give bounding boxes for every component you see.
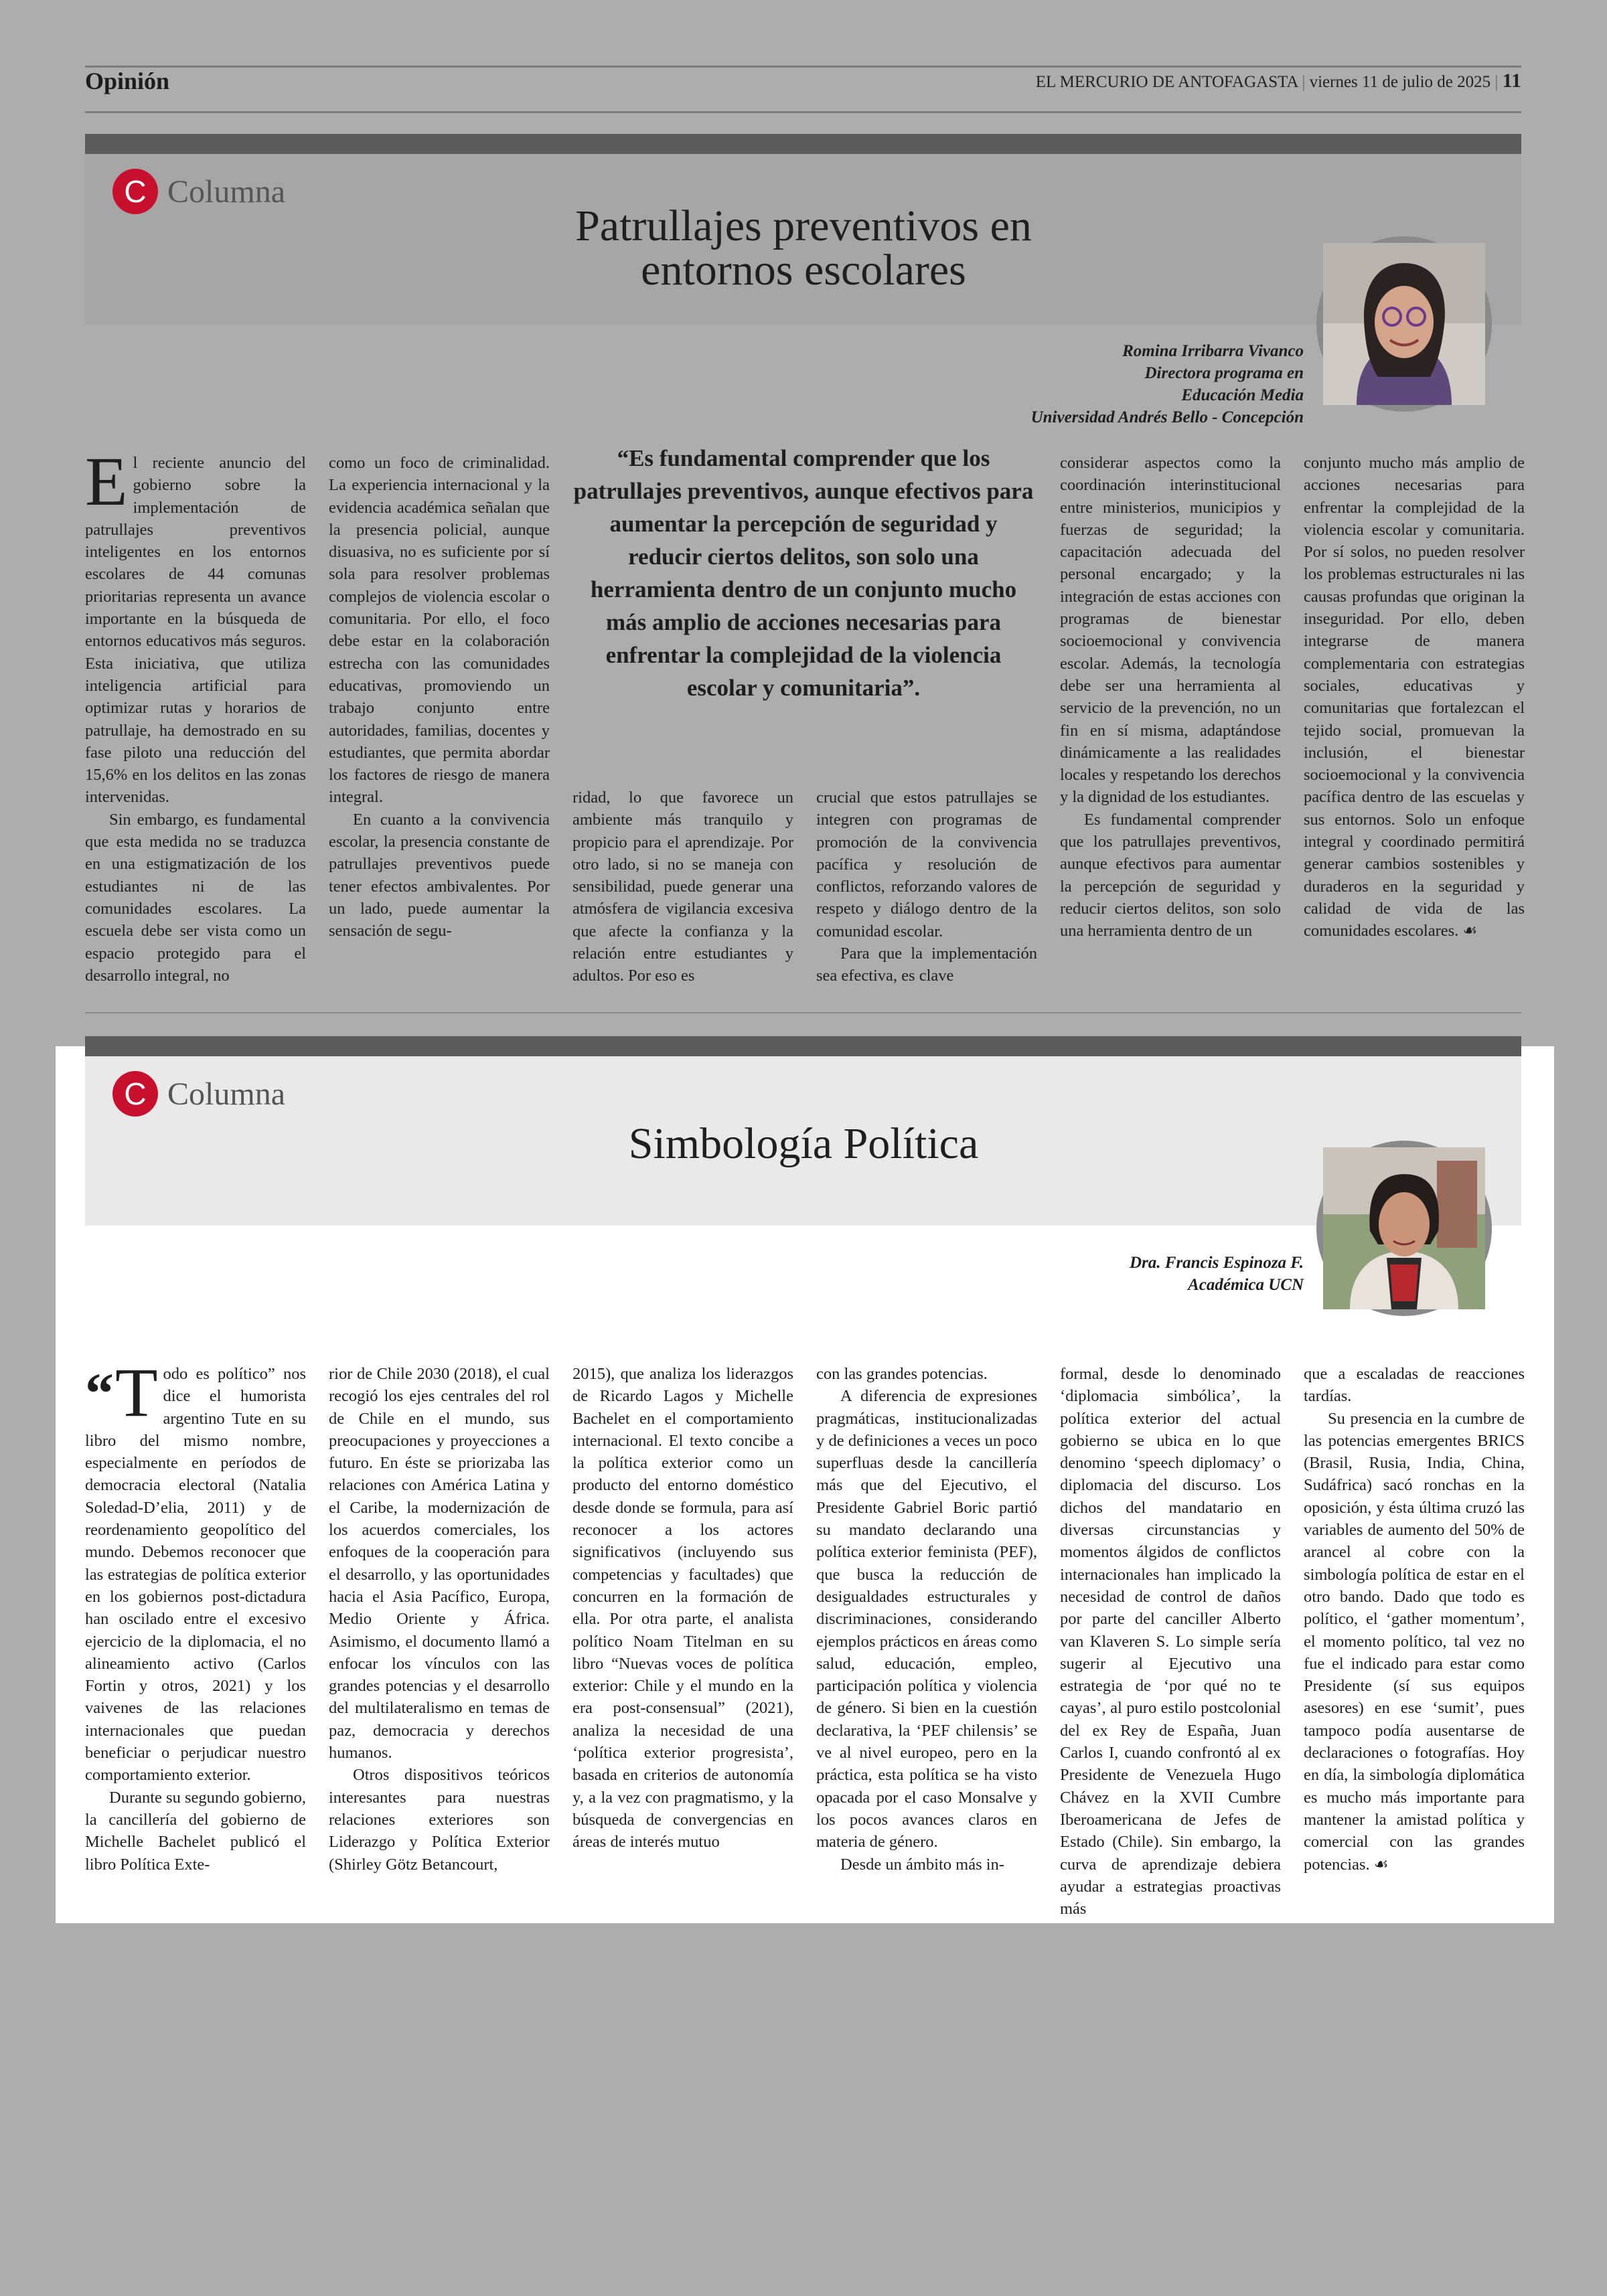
article-column-6 [1304,1363,1525,1905]
masthead: EL MERCURIO DE ANTOFAGASTA | viernes 11 de julio de 2025 | 11 [1035,70,1521,92]
drop-cap: E [85,443,128,520]
article-separator [85,1012,1521,1013]
paragraph: Otros dispositivos teóricos interesantes para nuestras relaciones exteriores son Liderazgo y Política Exterior (Shirley Götz Betancourt, [329,1766,550,1874]
author-portrait-icon [1323,243,1485,405]
paragraph: Desde un ámbito más in- [840,1855,1004,1874]
issue-date: viernes 11 de julio de 2025 [1309,73,1491,91]
column-top-bar [85,134,1521,154]
article-column-2 [329,452,550,987]
drop-cap: T [115,1354,158,1431]
pull-quote: “Es fundamental comprender que los patrullajes preventivos, aunque efectivos para aumentar la percepción de seguridad y reducir ciertos delitos, son solo una herramienta dentro de un conjunto mucho más amplio de acciones necesarias para enfrentar la complejidad de la violencia escolar y comunitaria”. [573,445,1034,701]
paper-name: EL MERCURIO DE ANTOFAGASTA [1035,73,1298,91]
paragraph: ridad, lo que favorece un ambiente más tranquilo y propicio para el aprendizaje. Por otro lado, si no se maneja con sensibilidad, puede generar una atmósfera de vigilancia excesiva que afecte la confianza y la relación entre estudiantes y adultos. Por eso es [572,789,793,985]
author-photo [1316,1141,1492,1316]
quote-mark-icon: “ [85,1361,114,1425]
paragraph: rior de Chile 2030 (2018), el cual recogió los ejes centrales del rol de Chile en el mundo, sus preocupaciones y proyecciones a futuro. En éste se priorizaba las relaciones con América Latina y el Caribe, la modernización de los acuerdos comerciales, los enfoques de la cooperación para el desarrollo, y las oportunidades hacia el Asia Pacífico, Europa, Medio Oriente y África. Asimismo, el documento llamó a enfocar los vínculos con las grandes potencias y el desarrollo del multilateralismo en temas de paz, democracia y derechos humanos. [329,1365,550,1762]
article-column-1 [85,443,306,987]
article-column-3 [572,787,793,987]
paragraph: odo es político” nos dice el humorista argentino Tute en su libro del mismo nombre, especialmente en períodos de democracia electoral (Natalia Soledad-D’elia, 2011) y de reordenamiento geopolítico del mundo. Debemos reconocer que las estrategias de política exterior en los gobiernos post-dictadura han oscilado entre el excesivo ejercicio de la diplomacia, el no alineamiento activo (Carlos Fortin y otros, 2021) y los vaivenes de las relaciones internacionales que puedan beneficiar o perjudicar nuestro comportamiento exterior. [85,1365,306,1785]
author-name: Romina Irribarra Vivanco [1122,342,1304,360]
header-rule-top [85,66,1521,68]
paragraph: Sin embargo, es fundamental que esta medida no se traduzca en una estigmatización de los estudiantes ni de las comunidades escolares. La escuela debe ser vista como un espacio protegido para el desarrollo integral, no [85,810,306,985]
column-label: Columna [167,1076,285,1112]
paragraph: Su presencia en la cumbre de las potencias emergentes BRICS (Brasil, Rusia, India, China, Sudáfrica) sacó ronchas en la oposición, y ésta última cruzó las variables de aumento del 50% de arancel al cobre con la simbología política de estar en el otro bando. Dado que todo es político, el ‘gather momentum’, el momento político, tal vez no fue el indicado para estar como Presidente (sí sus equipos asesores) en ese ‘sumit’, pues tampoco podía ausentarse de declaraciones o fotografías. Hoy en día, la simbología diplomática es mucho más importante para mantener la amistad política y comercial con las grandes potencias. ☙ [1304,1409,1525,1874]
article-column-5 [1060,1363,1281,1918]
article-title [335,201,1272,295]
author-name: Dra. Francis Espinoza F. [1129,1254,1304,1272]
author-institution: Universidad Andrés Bello - Concepción [1030,408,1304,426]
author-role: Académica UCN [1188,1276,1304,1294]
column-badge-icon: C [112,1071,158,1117]
paragraph: considerar aspectos como la coordinación interinstitucional entre ministerios, municipios y fuerzas de seguridad; la capacitación adecuada del personal encargado; y la integración de estas acciones con programas de bienestar socioemocional y convivencia escolar. Además, la tecnología debe ser una herramienta al servicio de la prevención, no un fin en sí misma, adaptándose dinámicamente a las realidades locales y respetando los derechos y la dignidad de los estudiantes. [1060,454,1281,807]
header-rule-bottom [85,111,1521,113]
article-column-6 [1304,452,1525,987]
article-title: Simbología Política [628,1119,979,1168]
byline [1130,1252,1304,1296]
paragraph: l reciente anuncio del gobierno sobre la implementación de patrullajes preventivos inteligentes en los entornos escolares de 44 comunas prioritarias representa un avance importante en la búsqueda de entornos educativos más seguros. Esta iniciativa, que utiliza inteligencia artificial para optimizar rutas y horarios de patrullaje, ha demostrado en su fase piloto una reducción del 15,6% en los delitos en las zonas intervenidas. [85,454,306,807]
column-logo [112,1071,285,1117]
author-portrait-icon [1323,1147,1485,1309]
column-top-bar [85,1036,1521,1056]
paragraph: crucial que estos patrullajes se integren con programas de promoción de la convivencia pacífica y resolución de conflictos, reforzando valores de respeto y diálogo dentro de la comunidad escolar. [816,789,1037,940]
author-role-1: Directora programa en [1144,364,1304,382]
paragraph: formal, desde lo denominado ‘diplomacia simbólica’, la política exterior del actual gobierno se ubica en lo que denomino ‘speech diplomacy’ o diplomacia del discurso. Los dichos del mandatario en diversas circunstancias y momentos álgidos de conflictos internacionales han implicado la necesidad de control de daños por parte del canciller Alberto van Klaveren S. Lo simple sería sugerir al Ejecutivo una estrategia de ‘por qué no te cayas’, al puro estilo postcolonial del ex Rey de España, Juan Carlos I, cuando confrontó al ex Presidente de Venezuela Hugo Chávez en la XVII Cumbre Iberoamericana de Jefes de Estado (Chile). Sin embargo, la curva de aprendizaje debiera ayudar a estrategias proactivas más [1060,1365,1281,1918]
page-number: 11 [1502,70,1521,92]
paragraph: que a escaladas de reacciones tardías. [1304,1365,1525,1406]
section-name: Opinión [85,68,170,94]
title-line-1: Patrullajes preventivos en [575,201,1032,250]
byline [1031,340,1304,428]
paragraph: con las grandes potencias. [816,1365,988,1383]
paragraph: Es fundamental comprender que los patrullajes preventivos, aunque efectivos para aumentar la percepción de seguridad y reducir ciertos delitos, son solo una herramienta dentro de un [1060,810,1281,940]
title-line-2: entornos escolares [641,246,966,295]
paragraph: conjunto mucho más amplio de acciones necesarias para enfrentar la complejidad de la violencia escolar y comunitaria. Por sí solos, no pueden resolver los problemas estructurales ni las causas profundas que originan la inseguridad. Por ello, deben integrarse de manera complementaria con estrategias sociales, educativas y comunitarias que fortalezcan el tejido social, promuevan la inclusión, el bienestar socioemocional y la convivencia pacífica dentro de las escuelas y sus entornos. Solo un enfoque integral y coordinado permitirá generar cambios sostenibles y duraderos en la seguridad y calidad de vida de las comunidades escolares. ☙ [1304,454,1525,940]
paragraph: como un foco de criminalidad. La experiencia internacional y la evidencia académica señalan que la presencia policial, aunque disuasiva, no es suficiente por sí sola para resolver problemas complejos de violencia escolar o comunitaria. Por ello, el foco debe estar en la colaboración estrecha con las comunidades educativas, promoviendo un trabajo conjunto entre autoridades, familias, docentes y estudiantes, que permita abordar los factores de riesgo de manera integral. [329,454,550,807]
column-logo [112,169,285,214]
article-column-2 [329,1363,550,1905]
author-role-2: Educación Media [1181,386,1304,404]
author-photo [1316,236,1492,412]
article-column-3 [572,1363,793,1905]
paragraph: 2015), que analiza los liderazgos de Ricardo Lagos y Michelle Bachelet en el comportamiento internacional. El texto concibe a la política exterior como un producto del entorno doméstico desde donde se formula, para así reconocer a los actores significativos (incluyendo sus competencias y facultades) que concurren en la formación de ella. Por otra parte, el analista político Noam Titelman en su libro “Nuevas voces de política exterior: Chile y el mundo en la era post-consensual” (2021), analiza la necesidad de una ‘política exterior progresista’, basada en criterios de autonomía y, a la vez con pragmatismo, y la búsqueda de convergencias en áreas de interés mutuo [572,1365,793,1852]
paragraph: En cuanto a la convivencia escolar, la presencia constante de patrullajes preventivos puede tener efectos ambivalentes. Por un lado, puede aumentar la sensación de segu- [329,810,550,940]
article-column-4 [816,1363,1037,1905]
column-badge-icon: C [112,169,158,214]
article-column-4 [816,787,1037,987]
article-column-5 [1060,452,1281,987]
paragraph: A diferencia de expresiones pragmáticas, institucionalizadas y de definiciones a veces un poco superfluas desde la cancillería más que del Ejecutivo, el Presidente Gabriel Boric partió su mandato declarando una política exterior feminista (PEF), que busca la reducción de desigualdades estructurales y discriminaciones, considerando ejemplos prácticos en áreas como salud, educación, empleo, participación política y violencia de género. Si bien en la cuestión declarativa, la ‘PEF chilensis’ se ve al nivel europeo, pero en la práctica, esta política se ha visto opacada por el caso Monsalve y los pocos avances claros en materia de género. [816,1387,1037,1852]
paragraph: Para que la implementación sea efectiva, es clave [816,945,1037,985]
column-label: Columna [167,173,285,210]
article-column-1 [85,1354,306,1905]
paragraph: Durante su segundo gobierno, la cancillería del gobierno de Michelle Bachelet publicó el libro Política Exte- [85,1788,306,1874]
